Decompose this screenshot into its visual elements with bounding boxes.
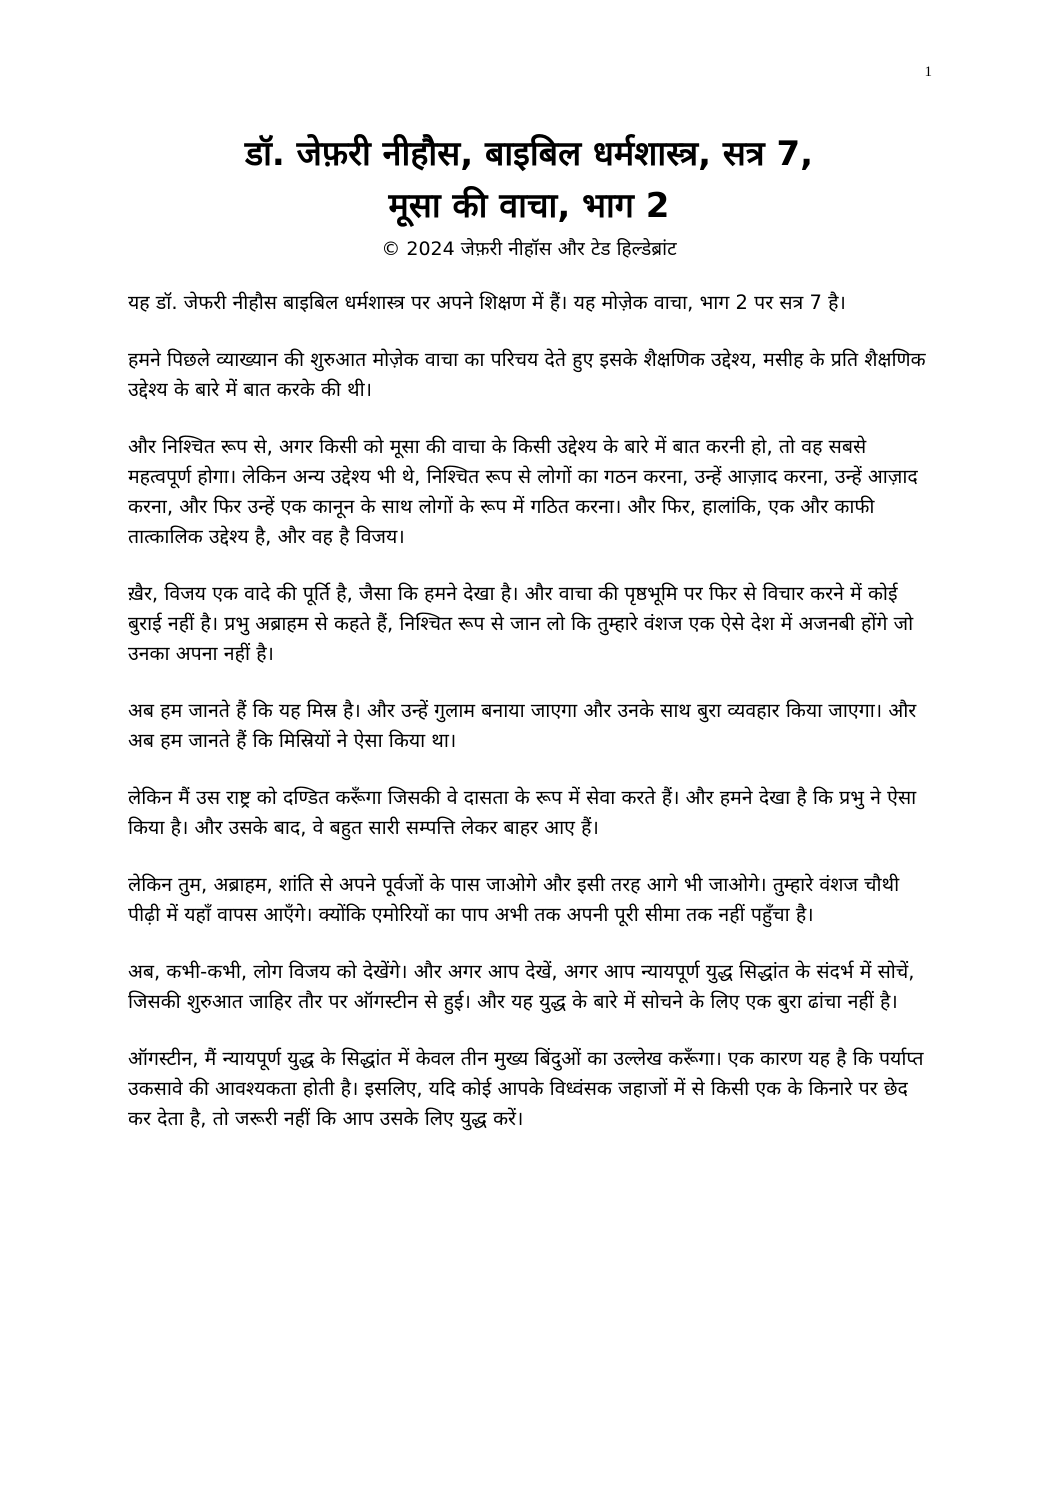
- document-body: [128, 288, 928, 1161]
- paragraph: लेकिन मैं उस राष्ट्र को दण्डित करूँगा जिसकी वे दासता के रूप में सेवा करते हैं। और हमने देखा है कि प्रभु ने ऐसा किया है। और उसके बाद, वे बहुत सारी सम्पत्ति लेकर बाहर आए हैं।: [128, 786, 917, 839]
- paragraph: अब, कभी-कभी, लोग विजय को देखेंगे। और अगर आप देखें, अगर आप न्यायपूर्ण युद्ध सिद्धांत के संदर्भ में सोचें, जिसकी शुरुआत जाहिर तौर पर ऑगस्टीन से हुई। और यह युद्ध के बारे में सोचने के लिए एक बुरा ढांचा नहीं है।: [128, 960, 915, 1013]
- paragraph: लेकिन तुम, अब्राहम, शांति से अपने पूर्वजों के पास जाओगे और इसी तरह आगे भी जाओगे। तुम्हारे वंशज चौथी पीढ़ी में यहाँ वापस आएँगे। क्योंकि एमोरियों का पाप अभी तक अपनी पूरी सीमा तक नहीं पहुँचा है।: [128, 873, 900, 926]
- paragraph: हमने पिछले व्याख्यान की शुरुआत मोज़ेक वाचा का परिचय देते हुए इसके शैक्षणिक उद्देश्य, मसीह के प्रति शैक्षणिक उद्देश्य के बारे में बात करके की थी।: [128, 348, 926, 401]
- document-title-line-2: मूसा की वाचा, भाग 2: [388, 186, 670, 226]
- paragraph: ख़ैर, विजय एक वादे की पूर्ति है, जैसा कि हमने देखा है। और वाचा की पृष्ठभूमि पर फिर से विचार करने में कोई बुराई नहीं है। प्रभु अब्राहम से कहते हैं, निश्चित रूप से जान लो कि तुम्हारे वंशज एक ऐसे देश में अजनबी होंगे जो उनका अपना नहीं है।: [128, 582, 914, 665]
- paragraph: यह डॉ. जेफरी नीहौस बाइबिल धर्मशास्त्र पर अपने शिक्षण में हैं। यह मोज़ेक वाचा, भाग 2 पर सत्र 7 है।: [128, 291, 846, 314]
- paragraph: अब हम जानते हैं कि यह मिस्र है। और उन्हें गुलाम बनाया जाएगा और उनके साथ बुरा व्यवहार किया जाएगा। और अब हम जानते हैं कि मिस्रियों ने ऐसा किया था।: [128, 699, 917, 752]
- page-number: 1: [924, 64, 932, 80]
- copyright-notice: © 2024 जेफ़री नीहॉस और टेड हिल्डेब्रांट: [381, 238, 677, 260]
- document-title-line-1: डॉ. जेफ़री नीहौस, बाइबिल धर्मशास्त्र, सत्र 7,: [244, 134, 814, 174]
- paragraph: और निश्चित रूप से, अगर किसी को मूसा की वाचा के किसी उद्देश्य के बारे में बात करनी हो, तो वह सबसे महत्वपूर्ण होगा। लेकिन अन्य उद्देश्य भी थे, निश्चित रूप से लोगों का गठन करना, उन्हें आज़ाद करना, उन्हें आज़ाद करना, और फिर उन्हें एक कानून के साथ लोगों के रूप में गठित करना। और फिर, हालांकि, एक और काफी तात्कालिक उद्देश्य है, और वह है विजय।: [128, 435, 918, 548]
- paragraph: ऑगस्टीन, मैं न्यायपूर्ण युद्ध के सिद्धांत में केवल तीन मुख्य बिंदुओं का उल्लेख करूँगा। एक कारण यह है कि पर्याप्त उकसावे की आवश्यकता होती है। इसलिए, यदि कोई आपके विध्वंसक जहाजों में से किसी एक के किनारे पर छेद कर देता है, तो जरूरी नहीं कि आप उसके लिए युद्ध करें।: [128, 1047, 924, 1130]
- document-header: [100, 128, 958, 264]
